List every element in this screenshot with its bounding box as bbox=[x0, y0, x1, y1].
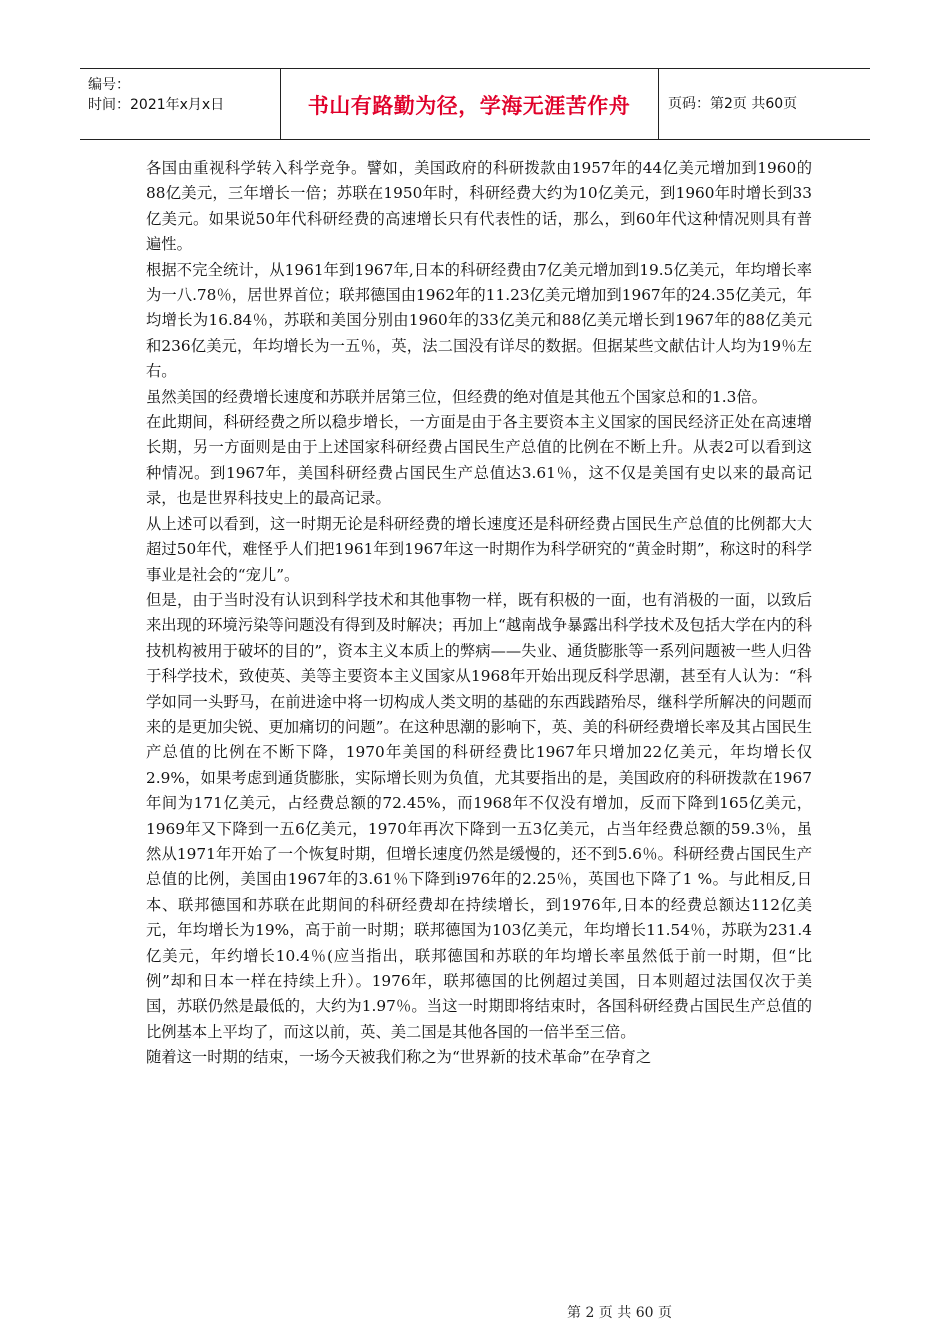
document-date-label: 时间：2021年x月x日 bbox=[88, 97, 225, 113]
header-meta bbox=[88, 75, 224, 115]
document-body bbox=[146, 156, 812, 1071]
paragraph: 随着这一时期的结束，一场今天被我们称之为“世界新的技术革命”在孕育之 bbox=[146, 1048, 652, 1067]
paragraph: 但是，由于当时没有认识到科学技术和其他事物一样，既有积极的一面，也有消极的一面，以致后来出现的环境污染等问题没有得到及时解决；再加上“越南战争暴露出科学技术及包括大学在内的科技机构被用于破坏的目的”，资本主义本质上的弊病——失业、通货膨胀等一系列问题被一些人归咎于科学技术，致使英、美等主要资本主义国家从1968年开始出现反科学思潮，甚至有人认为：“科学如同一头野马，在前进途中将一切构成人类文明的基础的东西践踏殆尽，继科学所解决的问题而来的是更加尖锐、更加痛切的问题”。在这种思潮的影响下，英、美的科研经费增长率及其占国民生产总值的比例在不断下降，1970年美国的科研经费比1967年只增加22亿美元，年均增长仅2.9%，如果考虑到通货膨胀，实际增长则为负值，尤其要指出的是，美国政府的科研拨款在1967年间为171亿美元，占经费总额的72.45%，而1968年不仅没有增加，反而下降到165亿美元，1969年又下降到一五6亿美元，1970年再次下降到一五3亿美元，占当年经费总额的59.3％，虽然从1971年开始了一个恢复时期，但增长速度仍然是缓慢的，还不到5.6％。科研经费占国民生产总值的比例，美国由1967年的3.61％下降到i976年的2.25％，英国也下降了1 %。与此相反,日本、联邦德国和苏联在此期间的科研经费却在持续增长，到1976年,日本的经费总额达112亿美元，年均增长为19%，高于前一时期；联邦德国为103亿美元，年均增长11.54％，苏联为231.4亿美元，年约增长10.4％(应当指出，联邦德国和苏联的年均增长率虽然低于前一时期，但“比例”却和日本一样在持续上升）。1976年，联邦德国的比例超过美国，日本则超过法国仅次于美国，苏联仍然是最低的，大约为1.97％。当这一时期即将结束时，各国科研经费占国民生产总值的比例基本上平均了，而这以前，英、美二国是其他各国的一倍半至三倍。 bbox=[146, 590, 812, 1041]
header-divider bbox=[658, 69, 659, 139]
paragraph: 虽然美国的经费增长速度和苏联并居第三位，但经费的绝对值是其他五个国家总和的1.3倍。 bbox=[146, 387, 767, 406]
header-motto: 书山有路勤为径，学海无涯苦作舟 bbox=[307, 94, 631, 118]
header-page-number: 页码：第2页 共60页 bbox=[668, 96, 798, 112]
paragraph: 根据不完全统计，从1961年到1967年,日本的科研经费由7亿美元增加到19.5亿美元，年均增长率为一八.78％，居世界首位；联邦德国由1962年的11.23亿美元增加到1967年的24.35亿美元，年均增长为16.84％，苏联和美国分别由1960年的33亿美元和88亿美元增长到1967年的88亿美元和236亿美元，年均增长为一五％，英，法二国没有详尽的数据。但据某些文献估计人均为19％左右。 bbox=[146, 260, 812, 381]
paragraph: 在此期间，科研经费之所以稳步增长，一方面是由于各主要资本主义国家的国民经济正处在高速增长期，另一方面则是由于上述国家科研经费占国民生产总值的比例在不断上升。从表2可以看到这种情况。到1967年，美国科研经费占国民生产总值达3.61％，这不仅是美国有史以来的最高记录，也是世界科技史上的最高记录。 bbox=[146, 413, 812, 508]
paragraph: 各国由重视科学转入科学竞争。譬如，美国政府的科研拨款由1957年的44亿美元增加到1960的88亿美元，三年增长一倍；苏联在1950年时，科研经费大约为10亿美元，到1960年时增长到33亿美元。如果说50年代科研经费的高速增长只有代表性的话，那么，到60年代这种情况则具有普遍性。 bbox=[146, 159, 812, 254]
page-header bbox=[80, 68, 870, 140]
document-number-label: 编号： bbox=[88, 77, 130, 93]
page-footer: 第 2 页 共 60 页 bbox=[567, 1305, 672, 1321]
paragraph: 从上述可以看到，这一时期无论是科研经费的增长速度还是科研经费占国民生产总值的比例都大大超过50年代，难怪乎人们把1961年到1967年这一时期作为科学研究的“黄金时期”，称这时的科学事业是社会的“宠儿”。 bbox=[146, 514, 812, 584]
